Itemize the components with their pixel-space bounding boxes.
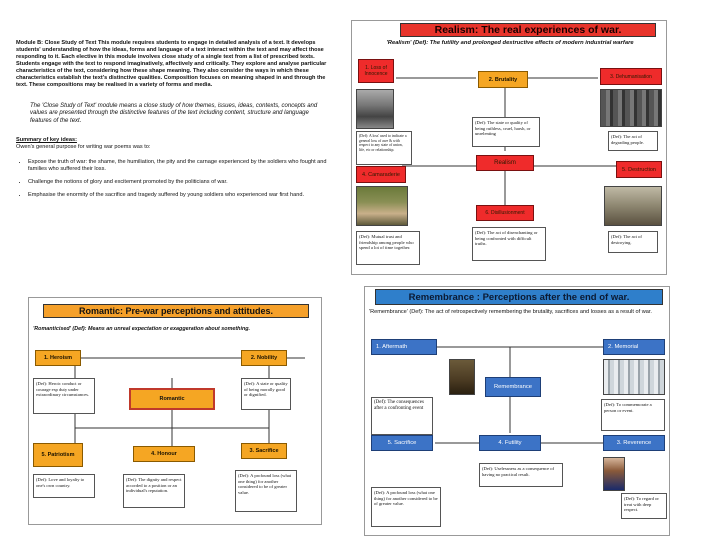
remembrance-definition: 'Remembrance' (Def): The act of retrospectively remembering the brutality, sacrifices and losses as a result of war. [369,309,652,315]
module-b-quote: The 'Close Study of Text' module means a close study of how themes, issues, ideas, contexts, concepts and values are presented through the distinctive features of the text including content, structure and language features of the text. [30,102,318,124]
summary-bullet: • Challenge the notions of glory and excitement promoted by the politicians of war. [28,179,338,186]
romantic-title: Romantic: Pre-war perceptions and attitudes. [43,304,309,318]
def-futility: (Def): Uselessness as a consequence of having no practical result. [479,463,563,487]
realism-disillusionment: 6. Disillusionment [476,205,534,221]
def-reverence: (Def): To regard or treat with deep respect. [621,493,667,519]
realism-definition: 'Realism' (Def): The futility and prolonged destructive effects of modern industrial warfare [386,40,634,46]
module-b-intro: Module B: Close Study of Text This module requires students to engage in detailed analysis of a text. It develops students' understanding of how the ideas, forms and language of a text interact within the text and may affect those responding to it. Each elective in this module involves close study of a single text from a list of prescribed texts. Students engage with the text to respond imaginatively, affectively and critically. They explore and analyse particular characteristics of the text, considering how these shape meaning. They also consider the ways in which these characteristics establish the text's distinctive qualities. Composition focuses on meaning shaped in and through the text. These compositions may be realised in a variety of forms and media. [16,40,327,88]
ruins-photo [356,89,394,129]
romantic-nobility: 2. Nobility [241,350,287,366]
def-honour: (Def): The dignity and respect accorded to a position or an individual's reputation. [123,474,185,508]
memorial-crosses-photo [603,359,665,395]
module-b-panel [16,40,338,285]
remembrance-title: Remembrance : Perceptions after the end of war. [375,289,663,305]
def-disillusionment: (Def): The act of disenchanting or being confronted with difficult truths. [472,227,546,261]
romantic-sacrifice: 3. Sacrifice [241,443,287,459]
summary-bullet: • Expose the truth of war: the shame, the humiliation, the pity and the carnage experienced by the soldiers who fought and families who suffered their loss. [28,159,338,173]
def-aftermath: (Def): The consequences after a confronting event [371,397,433,435]
def-memorial: (Def): To commemorate a person or event. [601,399,665,431]
def-nobility: (Def): A state or quality of being morally good or dignified. [241,378,291,410]
realism-center: Realism [476,155,534,171]
remembrance-futility: 4. Futility [479,435,541,451]
remembrance-aftermath: 1. Aftermath [371,339,437,355]
remembrance-panel [364,286,670,536]
realism-destruction: 5. Destruction [616,161,662,178]
def-heroism: (Def): Heroic conduct or courage esp duty under extraordinary circumstances. [33,378,95,414]
realism-camaraderie: 4. Camaraderie [356,166,406,183]
romantic-panel [28,297,322,525]
romantic-patriotism: 5. Patriotism [33,443,83,467]
summary-lead: Owen's general purpose for writing war poems was to: [16,144,151,151]
romantic-definition: 'Romanticised' (Def): Means an unreal expectation or exaggeration about something. [33,326,251,332]
realism-title: Realism: The real experiences of war. [400,23,656,37]
summary-bullet: • Emphasise the enormity of the sacrifice and tragedy suffered by young soldiers who experienced war first hand. [28,192,338,199]
summary-heading: Summary of key ideas: [16,137,77,144]
realism-panel [351,20,667,275]
realism-dehumanisation: 3. Dehumanisation [600,68,662,85]
remembrance-center: Remembrance [485,377,541,397]
romantic-center [129,388,215,410]
realism-loss-of-innocence: 1. Loss of Innocence [358,59,394,83]
remembrance-sacrifice: 5. Sacrifice [371,435,433,451]
battlefield-photo [604,186,662,226]
helmeted-soldiers-photo [356,186,408,226]
romantic-honour: 4. Honour [133,446,195,462]
soldier-portrait-photo [449,359,475,395]
def-loss-of-innocence: (Def): A loss' used to indicate a general loss of awe & with respect to any state of union, life, etc or relationship. [356,131,412,165]
def-dehumanisation: (Def): The act of degrading people. [608,131,658,151]
def-brutality: (Def): The state or quality of being ruthless, cruel, harsh, or unrelenting [472,117,540,147]
summary-list [16,159,338,199]
leader-portrait-photo [603,457,625,491]
def-sacrifice-remembrance: (Def): A profound loss (what one thing) for another considered to be of greater value. [371,487,441,527]
soldiers-photo [600,89,662,127]
def-camaraderie: (Def): Mutual trust and friendship among people who spend a lot of time together. [356,231,420,265]
remembrance-reverence: 3. Reverence [603,435,665,451]
def-patriotism: (Def): Love and loyalty to one's own country. [33,474,95,498]
remembrance-memorial: 2. Memorial [603,339,665,355]
romantic-heroism: 1. Heroism [35,350,81,366]
romantic-center-label: Romantic [159,396,185,402]
def-destruction: (Def): The act of destroying. [608,231,658,253]
realism-brutality: 2. Brutality [478,71,528,88]
def-sacrifice-romantic: (Def): A profound loss (what one thing) for another considered to be of greater value. [235,470,297,512]
